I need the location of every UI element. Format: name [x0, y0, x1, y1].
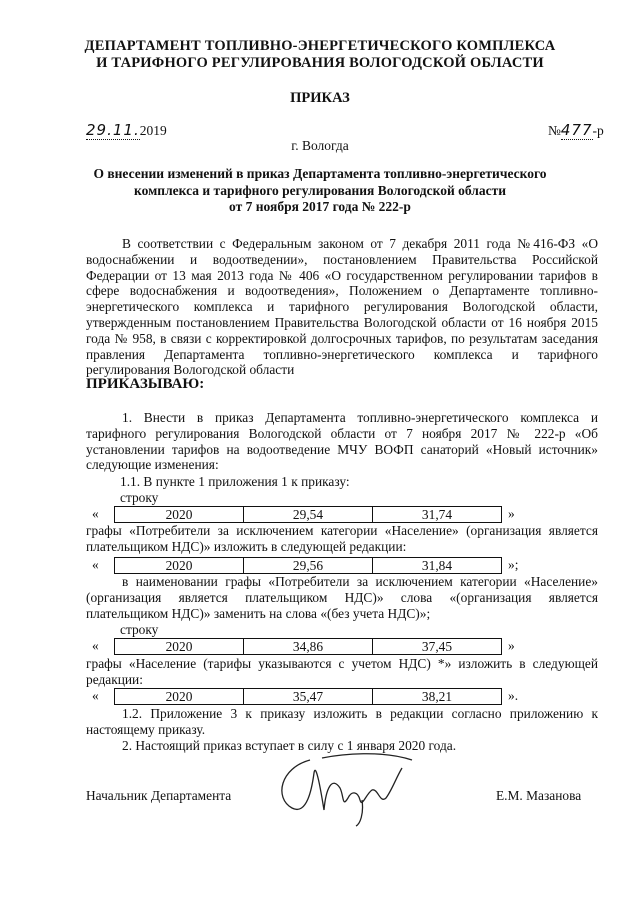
- quote-open: «: [92, 557, 99, 572]
- tariff-h1-cell: 29,56: [244, 558, 373, 573]
- subject-line-3: от 7 ноября 2017 года № 222-р: [229, 199, 411, 214]
- date-year: 2019: [139, 123, 167, 138]
- handwritten-date: 29.11.: [86, 121, 140, 139]
- handwritten-number: 477: [560, 121, 593, 139]
- year-cell: 2020: [115, 689, 244, 704]
- order-subject: [60, 166, 580, 216]
- text-population-replace: графы «Население (тарифы указываются с учетом НДС) *» изложить в следующей редакции:: [86, 656, 598, 687]
- signatory-position: Начальник Департамента: [86, 788, 232, 803]
- stroku-label-2: строку: [120, 622, 159, 637]
- item-2: 2. Настоящий приказ вступает в силу с 1 января 2020 года.: [122, 738, 457, 753]
- year-cell: 2020: [115, 558, 244, 573]
- quote-close: »: [508, 506, 515, 521]
- quote-close-dot: ».: [508, 688, 519, 703]
- tariff-h1-cell: 34,86: [244, 639, 373, 654]
- tariff-cells: [114, 688, 502, 705]
- document-type: ПРИКАЗ: [290, 90, 350, 106]
- tariff-h2-cell: 38,21: [421, 689, 453, 704]
- tariff-cells: [114, 638, 502, 655]
- subject-line-2: комплекса и тарифного регулирования Вологодской области: [134, 182, 506, 198]
- tariff-row-new-1: [92, 557, 532, 574]
- tariff-h2-cell: 31,84: [421, 558, 453, 573]
- quote-open: «: [92, 638, 99, 653]
- subject-line-1: О внесении изменений в приказ Департамента топливно-энергетического: [93, 166, 547, 181]
- item-1-2: 1.2. Приложение 3 к приказу изложить в редакции согласно приложению к настоящему приказу.: [86, 706, 598, 737]
- org-line-1: ДЕПАРТАМЕНТ ТОПЛИВНО-ЭНЕРГЕТИЧЕСКОГО КОМПЛЕКСА: [84, 38, 556, 54]
- quote-open: «: [92, 688, 99, 703]
- tariff-row-old-2: [92, 638, 532, 655]
- year-cell: 2020: [115, 639, 244, 654]
- organization-name: [0, 38, 640, 72]
- quote-close: »: [508, 638, 515, 653]
- tariff-h2-cell: 31,74: [421, 507, 453, 522]
- preamble-paragraph: В соответствии с Федеральным законом от 7 декабря 2011 года №416-ФЗ «О водоснабжении и водоотведении», постановлением Правительства Российской Федерации от 13 мая 2013 года № 406 «О государственном регулировании тарифов в сфере водоснабжения и водоотведения», Положением о Департаменте топливно-энергетического комплекса и тарифного регулирования Вологодской области, утвержденным постановлением Правительства Вологодской области от 16 ноября 2015 года № 958, в связи с корректировкой долгосрочных тарифов, по результатам заседания правления Департамента топливно-энергетического комплекса и тарифного регулирования Вологодской области: [86, 236, 598, 378]
- tariff-h2-cell: 37,45: [421, 639, 453, 654]
- handwritten-signature: [262, 748, 432, 828]
- number-suffix: -р: [592, 123, 604, 138]
- document-number: [548, 121, 604, 139]
- item-1-1: 1.1. В пункте 1 приложения 1 к приказу:: [120, 474, 350, 489]
- org-line-2: И ТАРИФНОГО РЕГУЛИРОВАНИЯ ВОЛОГОДСКОЙ ОБЛАСТИ: [96, 55, 544, 71]
- tariff-row-new-2: [92, 688, 532, 705]
- text-consumers-replace: графы «Потребители за исключением категории «Население» (организация является плательщиком НДС)» изложить в следующей редакции:: [86, 523, 598, 554]
- order-word: ПРИКАЗЫВАЮ:: [86, 376, 205, 392]
- signatory-name: Е.М. Мазанова: [496, 788, 582, 803]
- year-cell: 2020: [115, 507, 244, 522]
- number-prefix: №: [548, 123, 561, 138]
- tariff-row-old-1: [92, 506, 532, 523]
- text-rename-column: в наименовании графы «Потребители за исключением категории «Население» (организация является плательщиком НДС)» слова «(организация является плательщиком НДС)» заменить на слова «(без учета НДС)»;: [86, 574, 598, 621]
- tariff-h1-cell: 29,54: [244, 507, 373, 522]
- tariff-h1-cell: 35,47: [244, 689, 373, 704]
- item-1-intro: 1. Внести в приказ Департамента топливно-энергетического комплекса и тарифного регулирования Вологодской области от 7 ноября 2017 № 222-р «Об установлении тарифов на водоотведение МЧУ ВОФП санаторий «Новый источник» следующие изменения:: [86, 410, 598, 473]
- stroku-label-1: строку: [120, 490, 159, 505]
- tariff-cells: [114, 557, 502, 574]
- city: г. Вологда: [291, 138, 349, 153]
- quote-close-semicolon: »;: [508, 557, 519, 572]
- document-date: [86, 121, 167, 139]
- tariff-cells: [114, 506, 502, 523]
- quote-open: «: [92, 506, 99, 521]
